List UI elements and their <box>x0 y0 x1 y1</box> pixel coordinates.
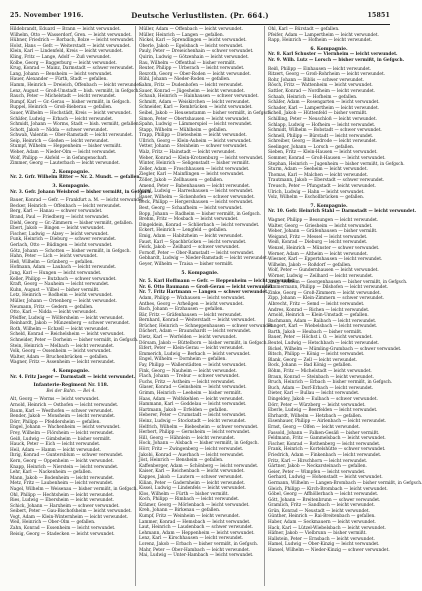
header-rule <box>10 24 390 25</box>
list-entry: Zang, Wilhelm — Georgenhausen — bisher vermißt, in Gefgsch. <box>268 279 408 285</box>
list-entry: Rau, Wilhelm — Offenthal — bisher vermißt. <box>139 60 237 66</box>
list-entry: Nr. 6. Otto Baumann — Groß-Gerau — leicht verwundet. <box>139 284 274 290</box>
list-entry: Stumpf, Wilhelm — Heppenheim — bisher vermißt. <box>10 144 122 150</box>
list-entry: Sattler, Konrad — Nordheim — leicht verwundet. <box>268 88 376 94</box>
list-entry: Nr. 8. Karl Schuster — Viernheim — leicht verwundet. <box>268 52 398 58</box>
list-entry: Fassold, Johann — Falken-Gesäß — bisher vermißt. <box>268 430 380 436</box>
list-entry: Stein, Heinrich — Melbach — leicht verwundet. <box>10 343 115 349</box>
list-entry: Eisenhauer, Philipp — Airlenbach — leicht verwundet. <box>268 419 387 425</box>
list-entry: Bachmann, Adam — Raibach — leicht verwundet. <box>268 318 377 324</box>
list-entry: Eberle, Ludwig — Beerfelden — leicht verwundet. <box>268 408 378 414</box>
list-entry: Metz, Fritz — Laubenheim — leicht verwundet. <box>10 481 114 487</box>
list-entry: Geier, Peter — Wimpfen — leicht verwundet. <box>268 469 366 475</box>
list-entry: Holst, Hans — Gefr. — Weiterstadt — leicht verwundet. <box>10 43 131 49</box>
list-entry: Heil, Adam — Hamm — leicht verwundet. <box>10 447 101 453</box>
list-entry: Heberer, Peter — Crumstadt — leicht verwundet. <box>139 413 247 419</box>
list-entry: Schwab, Valentin — Ober-Ramstadt — leicht verwundet. <box>10 133 134 139</box>
list-entry: Schreiber, Georg — Riedrode — leicht verwundet. <box>268 139 378 145</box>
list-entry: Sauer, Wilhelm — Hochstädt, Kreis — leicht verwundet. <box>10 110 132 116</box>
list-entry: Fischer, Ludwig — Alzey — leicht verwundet. <box>10 231 109 237</box>
list-entry: Ziegler, Karl — Mainflingen — leicht verwundet. <box>139 172 245 178</box>
list-entry: Ruppel, Heinrich — Groß-Bieberau — gefallen. <box>10 105 113 111</box>
list-entry: Mahr, Peter — Ober-Hambach — leicht verwundet. <box>139 547 251 553</box>
list-entry: Kreh, Johann — Birkenau — gefallen. <box>139 508 221 514</box>
list-entry: Weil, Heinrich — Ober-Olm — gefallen. <box>10 520 96 526</box>
list-entry: Zahn, Konrad — Essenheim — leicht verwundet. <box>10 526 116 532</box>
list-entry: Ullrich, Georg — Klein-Auheim — leicht verwundet. <box>139 138 252 144</box>
list-entry: Bock, Johann — Bad König — gefallen. <box>268 363 352 369</box>
list-entry: Haber, Adam — Seckmauern — leicht verwundet. <box>268 520 376 526</box>
list-entry: Rohr, Johann — Biblis — schwer verwundet. <box>268 77 365 83</box>
list-entry: Wagner, Philipp — Bessungen — leicht verwundet. <box>268 218 379 223</box>
list-entry: Adam, Philipp — Wixhausen — leicht verwundet. <box>139 295 246 301</box>
list-entry: Ohl, Philipp — Hechtsheim — leicht verwundet. <box>10 492 115 498</box>
list-entry: Grün, Konrad — Neustadt — leicht verwundet. <box>268 508 370 514</box>
list-entry: Ries, Ludwig — Ebersheim — leicht verwundet. <box>10 498 114 504</box>
list-entry: Anthes, Georg — Arheilgen — leicht verwundet. <box>139 301 244 307</box>
list-entry: Götz, Johann — Schotten — bisher vermißt, in Gefgsch. <box>10 248 131 254</box>
list-entry: Albrecht, Fritz — Semd — leicht verwundet. <box>268 301 365 307</box>
list-entry: Kissel, Ludwig — Lindenfels — leicht verwundet. <box>139 486 246 492</box>
list-entry: Jakobi, Konrad — Auerbach — leicht verwundet. <box>139 452 245 458</box>
list-entry: Nr. 5. Karl Hoffmann — Gefr. — Heppenheim — leicht verwundet. <box>139 279 296 285</box>
list-entry: Zeller, Adam — Froschhausen — leicht verwundet. <box>139 166 250 172</box>
list-entry: Frey, Wilhelm — Flörsheim — leicht verwundet. <box>10 430 115 436</box>
list-entry: Göbel, Georg — Affhöllerbach — leicht verwundet. <box>268 492 379 498</box>
list-entry: Neumann, Fritz — Gedern — gefallen. <box>10 304 94 310</box>
list-entry: Jung, Karl — Hungen — leicht verwundet. <box>10 270 102 276</box>
list-entry: Wilhelm, Otto — Wasserdorf, Gren. — leicht verwundet. <box>10 32 132 38</box>
list-entry: Jöst, Heinrich — Bensheim — gefallen. <box>139 458 224 464</box>
list-entry: Weiß, Konrad — Dieburg — leicht verwundet. <box>268 240 368 246</box>
list-entry: Bach, Johann — Erzhausen — gefallen. <box>139 307 224 313</box>
header-title: Deutsche Verlustlisten. (Pr. 664.) <box>131 11 269 20</box>
section-heading: Infanterie-Regiment Nr. 118. <box>33 383 109 389</box>
list-entry: Becker, Heinrich — Offenbach — leicht verwundet. <box>10 203 122 209</box>
list-entry: Volz, Wilhelm — Eschollbrücken — gefallen. <box>268 195 365 201</box>
list-entry: Beutel, Ludwig — Hetschbach — leicht verwundet. <box>268 341 380 347</box>
list-entry: Zinke, Georg — Groß-Zimmern — leicht verwundet. <box>268 290 381 296</box>
list-entry: Walter, Adam — Bruchenbrücken — gefallen. <box>10 354 109 360</box>
list-entry: Dingeldey, Jakob — Eulbach — schwer verwundet. <box>268 397 378 402</box>
text-column-3 <box>268 27 422 585</box>
list-entry: Ernst, Georg — Olfen — leicht verwundet. <box>268 424 361 430</box>
list-entry: Feldmann, Fritz — Gammelsbach — leicht verwundet. <box>268 436 386 442</box>
section-subheading: Bei der Bahn. — Bei 4. <box>46 388 96 394</box>
list-entry: Rühl, Johann — Nieder-Roden — gefallen. <box>139 77 231 83</box>
list-entry: Bitsch, Philipp — König — leicht verwundet. <box>268 352 365 358</box>
list-entry: Barth, Jakob — Heubach — bisher vermißt. <box>268 329 363 335</box>
list-entry: Sieben, Fritz — Klein-Hausen — leicht verwundet. <box>268 150 378 156</box>
list-entry: Vetter, Johann — Steinheim — schwer verwundet. <box>139 144 248 150</box>
list-entry: Quirin, Ludwig — Götzenhain — leicht verwundet. <box>139 54 249 60</box>
list-entry: Hammann, Karl — Goddelau — leicht verwundet. <box>139 402 247 408</box>
list-entry: Gerhard, Ludwig — Hohenstadt — leicht verwundet. <box>268 475 383 481</box>
list-entry: Hauck, Peter — Eich — leicht verwundet. <box>10 442 101 448</box>
list-entry: Bär, Fritz — Gräfenhausen — leicht verwundet. <box>139 312 243 318</box>
section-heading: 6. Kompagnie. <box>310 46 348 52</box>
list-entry: Nr. 7. Fritz Hartmann — Langen — schwer verwundet. <box>139 290 269 296</box>
list-entry: Kaffenberger, Adam — Schönberg — leicht verwundet. <box>139 463 259 469</box>
list-entry: Oberle, Jakob — Egelsbach — leicht verwundet. <box>139 43 244 49</box>
list-entry: Zöller, Jakob — Zellhausen — gefallen. <box>139 178 224 184</box>
list-entry: Dingeldein, Konrad — Schlierbach — leicht verwundet. <box>139 222 260 228</box>
list-entry: Nr. 10. Gefr. Heinrich Stahl — Darmstadt — leicht verwundet. <box>268 209 417 215</box>
list-entry: Böhm, Fritz — Michelstadt — leicht verwundet. <box>268 369 372 375</box>
list-entry: Nr. 3. Gefr. Johann Weisbrod — bisher vermißt, in Gefgsch. <box>10 189 152 195</box>
list-entry: Lotz, Heinrich — Rodheim — leicht verwundet. <box>10 293 113 299</box>
list-entry: Geiß, Ludwig — Gimbsheim — bisher vermißt. <box>10 436 112 442</box>
header-date: 25. November 1916. <box>10 12 84 19</box>
list-entry: Wagner, Fritz — Assenheim — leicht verwundet. <box>10 360 116 366</box>
list-entry: Schneider, Karl — Rembrücken — leicht verwundet. <box>139 105 253 111</box>
list-entry: Dörsam, Jakob — Büttelborn — bisher vermißt, in Gefgsch. <box>139 340 268 346</box>
list-entry: Frank, Heinrich — Kortelshütte — schwer verwundet. <box>268 447 386 453</box>
list-entry: Müller, Adam — Offenbach — leicht verwundet. <box>139 27 243 32</box>
list-entry: Wenzel, Heinrich — Münster — schwer verwundet. <box>268 245 380 251</box>
list-entry: Geyer, Wilhelm — Traisa — bisher vermißt. <box>139 261 234 267</box>
list-entry: Hill, Georg — Hähnlein — leicht verwundet. <box>139 435 236 441</box>
list-entry: Treusch, Peter — Pfungstadt — leicht verwundet. <box>268 184 376 190</box>
list-entry: Grimm, Heinrich — Leeheim — bisher vermißt. <box>139 391 243 396</box>
list-entry: Ritzert, Georg — Groß-Rohrheim — leicht verwundet. <box>268 72 386 78</box>
list-entry: Bickel, Wilhelm — Mümling-Grumbach — schwer verwundet. <box>268 346 402 352</box>
list-entry: Stapp, Wilhelm — Mühlheim — gefallen. <box>139 127 228 133</box>
list-entry: Schäfer, Adam — Rosengarten — leicht verwundet. <box>268 100 380 106</box>
list-entry: Kolbe, Georg — Baggerburg — leicht verwundet. <box>10 60 117 66</box>
list-entry: Schader, Karl — Lampertheim — leicht verwundet. <box>268 105 380 111</box>
list-entry: Bangert, Karl — Wiebelsbach — leicht verwundet. <box>268 324 378 330</box>
list-entry: Rauch, Peter — Michelstadt — leicht verwundet. <box>10 94 117 100</box>
list-entry: Reuter, Philipp — Urberach — leicht verwundet. <box>139 66 245 72</box>
list-entry: Hartmann, Jakob — Erfelden — gefallen. <box>139 407 228 413</box>
list-entry: Emig, Adam — Habitzheim — leicht verwundet. <box>139 233 243 239</box>
list-entry: Weigand, Fritz — Messel — leicht verwundet. <box>268 234 368 240</box>
list-entry: Winter, Heinrich — Seligenstadt — bisher vermißt. <box>139 161 250 167</box>
list-entry: Hack, Karl — Lützel-Wiebelsbach — leicht verwundet. <box>268 525 386 531</box>
list-entry: Bruch, Heinrich — Erbach — bisher vermißt, in Gefgsch. <box>268 380 393 386</box>
list-entry: Berg, Karl — Hanau — schwer verwundet. <box>10 209 103 215</box>
list-entry: Sturm, Adam — Seeheim — leicht verwundet. <box>268 167 368 173</box>
list-entry: Lammer, Konrad — Hemsbach — leicht verwundet. <box>139 519 251 525</box>
list-entry: Krämer, Georg — Mörlenbach — leicht verwundet. <box>139 502 250 508</box>
list-entry: Heinz, Ludwig — Stockstadt — leicht verwundet. <box>139 418 247 424</box>
list-entry: Kuhn, August — Vilbel — bisher vermißt. <box>10 287 100 293</box>
list-entry: Kling, Fritz — Lange, Adolf — Zuß verwundet. <box>10 54 111 60</box>
list-entry: Schilling, Peter — Neuschloß — leicht verwundet. <box>268 116 377 122</box>
list-entry: Brand, Paul — Friedberg — leicht verwundet. <box>10 215 110 220</box>
list-entry: Klein, Karl — Lindenfeld, Kreis — leicht verwundet. <box>10 49 123 55</box>
list-entry: Reinhardt, Jakob — Münzenberg — schwer verwundet. <box>10 321 131 327</box>
list-entry: Spahn, Ludwig — Lämmerspiel — leicht verwundet. <box>139 122 253 128</box>
list-entry: Thomas, Karl — Malchen — leicht verwundet. <box>268 172 369 178</box>
list-entry: Lehmann, Adam — Heppenheim — leicht verwundet. <box>139 530 255 536</box>
list-entry: Zimmer, Georg — Lauterbach — leicht verwundet. <box>10 161 120 167</box>
list-entry: Knapp, Heinrich — Nierstein — leicht verwundet. <box>10 464 119 470</box>
list-entry: Vogt, Adam — Klein-Winternheim — leicht verwundet. <box>10 514 129 520</box>
section-heading: 5. Kompagnie. <box>181 270 219 276</box>
list-entry: Walter, Georg — Griesheim — leicht verwundet. <box>268 223 373 229</box>
list-entry: Simon, Peter — Obertshausen — leicht verwundet. <box>139 116 250 122</box>
list-entry: Bauer, Wilhelm — Sickenhofen — schwer verwundet. <box>139 194 255 200</box>
list-entry: Hofmann, Adam — Laubach — leicht verwundet. <box>10 265 117 271</box>
list-entry: Fornoff, Peter — Ober-Ramstadt — leicht verwundet. <box>139 250 255 256</box>
list-entry: Lorenz, Jakob — Erbach — bisher vermißt, in Gefgsch. <box>139 542 259 548</box>
list-entry: Heß, Wilhelm — Grünberg — gefallen. <box>10 259 94 265</box>
list-entry: Ulrich, Ludwig — Hahn — leicht verwundet. <box>268 189 365 195</box>
list-entry: Lenz, August — Groß-Umstadt — bish. vermißt, in Gefgsch. <box>10 88 140 94</box>
list-entry: Bernhard, Konrad — Weiterstadt — leicht verwundet. <box>139 318 256 324</box>
list-entry: Dieter, Karl — Bullau — leicht verwundet. <box>268 391 360 397</box>
list-entry: Hamel, Ludwig — Ober-Kinzig — leicht verwundet. <box>268 542 380 548</box>
list-entry: Dörr, Peter — Würzberg — leicht verwundet. <box>268 402 366 408</box>
list-entry: Seibel, Jakob — Heusenstamm — bisher vermißt, in Gefgsch. <box>139 110 273 116</box>
list-entry: Rexroth, Georg — Ober-Roden — leicht verwundet. <box>139 71 251 77</box>
list-entry: Schmidt, Wilhelm — Bobstadt — schwer verwundet. <box>268 128 382 134</box>
list-entry: Wörner, Ludwig — Zeilhard — leicht verwundet. <box>268 273 374 279</box>
list-entry: Haas, Adam — Wolfskehlen — leicht verwundet. <box>139 396 245 402</box>
list-entry: Schaab, Heinrich — Hofheim — gefallen. <box>268 94 358 100</box>
list-entry: Wiesner, Karl — Eppertshausen — leicht verwundet. <box>268 257 383 263</box>
list-entry: Reiß, Philipp — Einhausen — leicht verwundet. <box>268 66 372 72</box>
list-entry: Fuchs, Fritz — Astheim — leicht verwundet. <box>139 379 236 385</box>
list-entry: Hörr, Fritz — Zwingenberg — leicht verwundet. <box>139 446 244 452</box>
list-entry: Pauly, Peter — Dreieichenhain — schwer verwundet. <box>139 49 254 55</box>
list-entry: Ehrhardt, Wilhelm — Hetzbach — gefallen. <box>268 413 363 419</box>
text-column-2 <box>139 27 296 585</box>
list-entry: Kappes, Jakob — Lautern — schwer verwundet. <box>139 474 243 480</box>
list-entry: Schmitt, Adam — Weiskirchen — leicht verwundet. <box>139 99 251 105</box>
list-entry: Seip, Heinrich — Gießen — leicht verwundet. <box>10 138 110 144</box>
list-entry: Alt, Georg — Worms — leicht verwundet. <box>10 397 100 403</box>
list-entry: Bender, Jakob — Monsheim — leicht verwundet. <box>10 414 116 420</box>
list-entry: Werner, Adam — Altheim — leicht verwundet. <box>268 251 368 257</box>
list-entry: Weber, Adam — Nieder-Olm — leicht verwundet. <box>10 150 117 156</box>
list-entry: Wolf, Philipp — Alsfeld — in Gefangenschaft. <box>10 155 108 161</box>
list-entry: Kraft, Georg — Nauheim — leicht verwundet. <box>10 282 110 288</box>
list-entry: Seelinger, Johann — Lorsch — gefallen. <box>268 144 355 150</box>
list-entry: Appel, Ludwig — Harreshausen — leicht verwundet. <box>139 189 254 195</box>
list-entry: Fay, Philipp — Wallerstädten — leicht verwundet. <box>139 363 247 369</box>
list-entry: Scheld, Konrad — Reichelsheim — leicht verwundet. <box>10 332 125 338</box>
list-entry: Seibert, Peter — Gau-Bischofsheim — leicht verwundet. <box>10 509 132 515</box>
list-entry: Hansel, Wilhelm — Nieder-Kinzig — schwer verwundet. <box>268 548 390 554</box>
list-entry: Schmidt, Johann — Worms, Stadt — bish. vermißt, gefallen. <box>10 122 140 128</box>
list-entry: Friedrich, Adam — Finkenbach — leicht verwundet. <box>268 452 382 458</box>
list-entry: Hübner, Friedrich — Rorbach, Bolze — leicht verwundet. <box>10 38 135 44</box>
list-entry: Trapp, Philipp — Dietesheim — leicht verwundet. <box>139 133 247 139</box>
list-entry: Helfrich, Wilhelm — Biebesheim — schwer verwundet. <box>139 424 259 430</box>
list-entry: Wolf, Peter — Gundernhausen — leicht verwundet. <box>268 268 379 274</box>
list-entry: Schäfer, Ludwig — Erbach — leicht verwundet. <box>10 116 114 122</box>
list-entry: Dächert, Adam — Braunshardt — leicht verwundet. <box>139 329 252 335</box>
list-entry: Schick, Johann — Harxheim — schwer verwundet. <box>10 503 120 509</box>
list-entry: Hock, Johann — Alsbach — bisher vermißt, in Gefgsch. <box>139 441 259 447</box>
list-entry: Brücher, Heinrich — Schneppenhausen — schwer verwundet. <box>139 323 274 329</box>
section-heading: 4. Kompagnie. <box>52 369 90 375</box>
list-entry: Schott, Jakob — Nidda — schwer verwundet. <box>10 127 109 133</box>
list-entry: Braun, Konrad — Steinbach — leicht verwundet. <box>268 374 374 380</box>
list-entry: Engel, Wilhelm — Dornheim — gefallen. <box>139 357 227 363</box>
list-entry: Bauer, Konrad — Gefr. — Frankfurt a. M. — leicht verwundet. <box>10 198 145 204</box>
list-entry: Fritz, Karl — Hirschhorn — leicht verwundet. <box>268 458 368 464</box>
list-entry: Hildebrandt, Eduard — Brann — leicht verwundet. <box>10 27 121 32</box>
list-entry: Müller, Heinrich — Langen — gefallen. <box>139 32 224 38</box>
list-entry: Fischer, Konrad — Rothenberg — leicht verwundet. <box>268 441 381 447</box>
list-entry: Gärtner, Jakob — Neckarsteinach — gefallen. <box>268 464 367 470</box>
list-entry: Kaiser, Karl — Reichenbach — leicht verwundet. <box>139 469 245 475</box>
list-entry: Rapp, Heinrich — Hofheim — leicht verwundet. <box>268 38 373 44</box>
list-entry: Eckert, Heinrich — Lengfeld — gefallen. <box>139 228 228 234</box>
list-entry: Wilhelm, Jakob — Roßdorf — gefallen. <box>268 262 352 268</box>
section-heading: 3. Kompagnie. <box>52 184 90 190</box>
list-entry: Pfeiffer, Ludwig — Wölfersheim — leicht verwundet. <box>10 315 124 321</box>
list-entry: Kilian, Peter — Gadernheim — leicht verwundet. <box>139 480 246 486</box>
list-entry: Roth, Wilhelm — Echzell — leicht verwundet. <box>10 326 110 332</box>
list-entry: Gerlach, Otto — Büdingen — leicht verwundet. <box>10 242 113 248</box>
list-entry: Ihrig, Konrad — Guntersblum — schwer verwundet. <box>10 453 124 459</box>
list-entry: Hallstein, Peter — Ernsbach — leicht verwundet. <box>268 536 375 542</box>
list-entry: Hamm, Heinrich — Dreieich, Offenbach — leicht verwundet. <box>10 82 143 88</box>
list-entry: Pfeifer, Adam — Lampertheim — leicht verwundet. <box>268 32 379 38</box>
list-entry: Dietz, Karl — Worfelden — leicht verwundet. <box>139 335 237 341</box>
list-entry: Kumpf, Fritz — Weinheim — leicht verwundet. <box>139 514 241 520</box>
list-entry: Nr. 4. Fritz Jaeger — Darmstadt — leicht verwundet. <box>10 374 136 380</box>
list-entry: Weber, Konrad — Klein-Krotzenburg — leicht verwundet. <box>139 155 264 161</box>
list-entry: Schell, Jakob — Hüttenfeld — bisher vermißt. <box>268 111 368 117</box>
list-entry: Feick, Jakob — Zeilhard — schwer verwundet. <box>139 245 240 251</box>
list-entry: Krug, Konrad — Mainz, Darmstadt — schwer verwundet. <box>10 66 135 72</box>
header-page-number: 15851 <box>367 12 390 19</box>
list-entry: Schneider, Peter — Dorheim — bisher vermißt, in Gefgsch. <box>10 338 139 344</box>
list-entry: Lenz, Karl — Kirschhausen — leicht verwundet. <box>139 536 244 542</box>
list-entry: Müller, Johann — Ortenberg — leicht verwundet. <box>10 298 117 304</box>
list-entry: Sommer, Konrad — Groß-Hausen — leicht verwundet. <box>268 156 386 162</box>
list-entry: Trautmann, Jakob — Eberstadt — schwer verwundet. <box>268 178 385 184</box>
list-entry: Rumpf, Karl — Gr.-Gerau — bisher vermißt, in Gefgsch. <box>10 99 131 105</box>
list-entry: Schaub, Heinrich — Hainhausen — schwer verwundet. <box>139 94 259 100</box>
list-entry: Stephan, Heinrich — Jugenheim — bisher vermißt, in Gefgsch. <box>268 161 405 167</box>
section-heading: 2. Kompagnie. <box>52 169 90 175</box>
list-entry: Ohl, Karl — Bürstadt — gefallen. <box>268 27 340 32</box>
list-entry: Funk, Heinrich — Dieburg — schwer verwundet. <box>10 237 117 243</box>
list-entry: Volk, Georg — Ossenheim — leicht verwundet. <box>10 349 112 355</box>
list-entry: Klos, Wilhelm — Fürth — bisher vermißt. <box>139 491 229 497</box>
list-entry: Eifert, Peter — Klein-Gerau — leicht verwundet. <box>139 346 245 352</box>
list-entry: Blank, Georg — Zell — leicht verwundet. <box>268 357 358 363</box>
list-entry: Buch, Adam — Dorf-Erbach — leicht verwundet. <box>268 385 374 391</box>
list-entry: Faust, Karl — Spachbrücken — leicht verwundet. <box>139 239 247 245</box>
list-entry: Keller, Philipp — Butzbach — schwer verwundet. <box>10 276 117 282</box>
list-entry: Häfner, Jakob — Vielbrunn — bisher vermißt. <box>268 531 367 537</box>
list-entry: Gleich, Philipp — Kirch-Brombach — leicht verwundet. <box>268 486 388 492</box>
list-entry: Otto, Karl — Nidda — leicht verwundet. <box>10 310 97 316</box>
list-entry: Gebhardt, Ludwig — Nieder-Ramstadt — leicht verwundet. <box>139 256 269 262</box>
column-divider <box>135 26 136 586</box>
page-header <box>10 9 390 23</box>
list-entry: Herbert, Philipp — Gernsheim — leicht verwundet. <box>139 430 251 436</box>
list-entry: Ebert, Jakob — Bingen — leicht verwundet. <box>10 226 105 232</box>
list-entry: Beck, Philipp — Hergershausen — leicht verwundet. <box>139 200 254 206</box>
list-entry: Günther, Heinrich — Rai-Breitenbach — gefallen. <box>268 514 376 520</box>
column-divider <box>264 26 265 586</box>
list-entry: Reisig, Georg — Stadecken — leicht verwundet. <box>10 531 115 537</box>
list-entry: Walz, Fritz — Hainstadt — leicht verwundet. <box>139 150 237 156</box>
list-entry: Hauer, Alexander — Fürth, Stadt — gefallen. <box>10 77 108 83</box>
list-entry: Nickel, Karl — Sprendlingen — leicht verwundet. <box>139 38 247 44</box>
list-entry: Schnell, Philipp — Bürstadt — leicht verwundet. <box>268 133 374 139</box>
list-entry: Baum, Karl — Westhofen — schwer verwundet. <box>10 408 113 414</box>
list-entry: Schlapp, Ludwig — Hofheim — leicht verwundet. <box>268 122 376 128</box>
list-entry: Sahm, Fritz — Dudenhofen — leicht verwundet. <box>139 82 244 88</box>
list-entry: Germann, Wilhelm — Langen-Brombach — bisher vermißt, in Gefgsch. <box>268 480 422 486</box>
list-entry: Nr. 2. Grfr. Wilhelm Ritter — Nr. 2. Mundt. — gefallen. <box>10 175 141 181</box>
list-entry: Engel, Johann — Wachenheim — leicht verwundet. <box>10 425 121 431</box>
list-entry: Brehm, Fritz — Mosbach — leicht verwundet. <box>139 217 239 223</box>
text-column-1 <box>10 27 152 585</box>
list-entry: Arnold, Heinrich — Klein-Umstadt — gefallen. <box>268 313 369 319</box>
list-entry: Amend, Peter — Babenhausen — leicht verwundet. <box>139 183 251 189</box>
list-entry: Weber, Johann — Gräfenhausen — bisher vermißt. <box>268 229 378 235</box>
list-entry: Fink, Georg — Nauheim — leicht verwundet. <box>139 368 237 374</box>
list-entry: Nagel, Wilhelm — Weisenau — bisher vermißt, in Gefgsch. <box>10 486 138 492</box>
list-entry: Flach, Johann — Trebur — schwer verwundet. <box>139 374 240 380</box>
list-entry: Kern, Georg — Oppenheim — leicht verwundet. <box>10 458 114 464</box>
list-entry: Andres, Konrad — Richen — leicht verwundet. <box>268 307 370 313</box>
list-entry: Dörr, Philipp — Pfeddersheim — gefallen. <box>10 419 101 425</box>
list-entry: Rösch, Fritz — Wattenheim — leicht verwundet. <box>268 83 373 89</box>
list-entry: Sauer, Konrad — Jügesheim — leicht verwundet. <box>139 88 245 94</box>
list-entry: Laut, Heinrich — Laudenbach — schwer verwundet. <box>139 525 254 531</box>
list-entry: Bopp, Johann — Radheim — bisher vermißt, in Gefgsch. <box>139 211 262 217</box>
list-entry: Gramlich, Fritz — Sandbach — leicht verwundet. <box>268 503 375 509</box>
list-entry: Zimmermann, Philipp — Dilshofen — leicht verwundet. <box>268 285 389 291</box>
list-entry: Emmerich, Ludwig — Berkach — leicht verwundet. <box>139 351 251 357</box>
list-entry: Bauer, Peter — Höchst i. O. — leicht verwundet. <box>268 335 373 341</box>
list-entry: Lehr, Karl — Nackenheim — gefallen. <box>10 470 93 476</box>
list-entry: Lang, Johann — Bensheim — leicht verwundet. <box>10 71 113 77</box>
list-entry: Gött, Johann — Breitenbrunn — schwer verwundet. <box>268 497 381 503</box>
list-entry: Best, Georg — Schaafheim — leicht verwundet. <box>139 206 243 211</box>
list-entry: Mai, Ludwig — Unter-Hambach — leicht verwundet. <box>139 553 254 559</box>
list-entry: Zipp, Johann — Klein-Zimmern — schwer verwundet. <box>268 296 385 302</box>
list-entry: Mann, Jakob — Bodenheim — leicht verwundet. <box>10 475 115 481</box>
list-entry: Koch, Philipp — Rimbach — leicht verwundet. <box>139 497 240 503</box>
list-entry: Hahn, Peter — Lich — leicht verwundet. <box>10 254 98 260</box>
list-entry: Nr. 9. Wilh. Lutz — Lorsch — bisher vermißt, in Gefgsch. <box>268 57 405 63</box>
section-heading: 7. Kompagnie. <box>310 203 348 209</box>
list-entry: Diehl, Georg — Gr.-Zimmern — bisher vermißt, gefallen. <box>10 220 134 226</box>
list-entry: Arnold, Heinrich — Osthofen — leicht verwundet. <box>10 403 119 408</box>
list-entry: Glaser, Konrad — Geinsheim — leicht verwundet. <box>139 385 247 391</box>
